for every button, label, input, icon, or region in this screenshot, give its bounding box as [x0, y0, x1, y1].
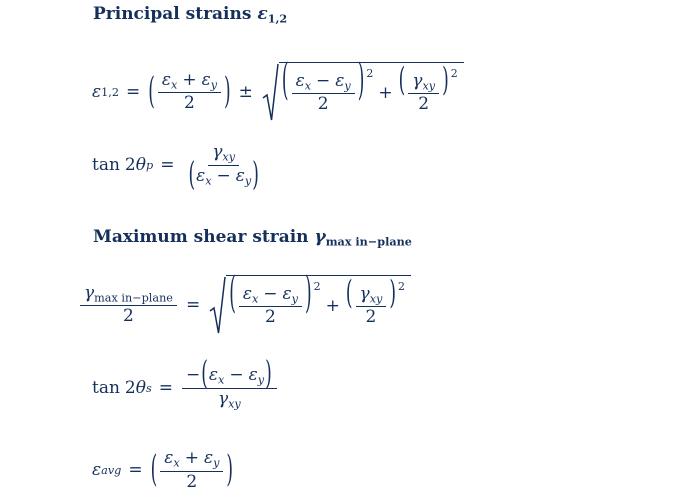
epsilon-symbol: ε	[208, 365, 219, 385]
exponent-two: 2	[313, 279, 321, 293]
subscript-max-in-plane: max in−plane	[94, 291, 173, 305]
subscript-y: y	[291, 292, 298, 306]
open-paren: (	[148, 70, 155, 114]
fraction-denominator: 2	[265, 307, 276, 328]
open-paren: (	[188, 156, 196, 195]
epsilon-subscript-12: 1,2	[101, 85, 119, 99]
radical-body	[279, 55, 464, 122]
open-paren: (	[281, 55, 289, 107]
plus-sign: +	[184, 448, 199, 468]
close-paren: )	[357, 55, 365, 107]
minus-sign: −	[229, 365, 244, 385]
equals-sign: =	[125, 82, 141, 102]
tan-label: tan	[92, 378, 120, 399]
equation-average-strain	[92, 448, 234, 493]
fraction-difference-over-two	[239, 284, 302, 329]
equals-sign: =	[185, 295, 201, 315]
squared-term-1	[281, 55, 374, 116]
close-paren: )	[389, 274, 397, 313]
close-paren: )	[442, 61, 449, 100]
fraction-numerator	[408, 71, 439, 95]
subscript-xy: xy	[222, 150, 236, 164]
two-label: 2	[124, 155, 136, 176]
plus-sign: +	[378, 83, 393, 103]
fraction-numerator	[160, 448, 223, 472]
subscript-x: x	[205, 174, 212, 188]
close-paren: )	[224, 70, 231, 114]
heading-max-shear-strain-text: Maximum shear strain	[93, 227, 309, 247]
exponent-two: 2	[450, 66, 458, 80]
plus-sign: +	[182, 69, 197, 90]
gamma-symbol: γ	[412, 70, 423, 91]
square-root	[262, 55, 464, 122]
fraction-denominator: 2	[418, 94, 430, 115]
heading-principal-strains-subscript: 1,2	[267, 11, 288, 26]
subscript-y: y	[344, 79, 351, 93]
subscript-y: y	[213, 456, 220, 470]
epsilon-symbol: ε	[92, 460, 102, 481]
epsilon-symbol: ε	[235, 165, 245, 186]
radical-body	[226, 268, 411, 335]
subscript-p: p	[146, 158, 154, 172]
open-paren: (	[398, 61, 406, 100]
open-paren: (	[345, 274, 353, 313]
subscript-y: y	[210, 78, 218, 92]
subscript-xy: xy	[422, 79, 436, 93]
minus-sign: −	[316, 70, 331, 91]
epsilon-symbol: ε	[164, 448, 174, 468]
fraction-denominator: 2	[365, 307, 377, 328]
theta-symbol: θ	[135, 378, 146, 399]
square-root	[209, 268, 411, 335]
epsilon-symbol: ε	[295, 70, 305, 91]
subscript-avg: avg	[101, 463, 122, 477]
squared-term-2	[345, 274, 406, 329]
close-paren: )	[265, 355, 272, 394]
plus-minus-sign: ±	[238, 82, 253, 102]
fraction-numerator	[208, 142, 239, 166]
two-label: 2	[124, 378, 136, 399]
close-paren: )	[226, 448, 234, 492]
equals-sign: =	[160, 155, 175, 176]
subscript-y: y	[244, 174, 252, 188]
fraction-denominator: 2	[186, 471, 198, 492]
fraction-gamma-over-two	[356, 284, 387, 329]
equation-max-shear-strain	[78, 268, 411, 335]
fraction-negdifference-over-gamma	[182, 355, 277, 411]
open-paren: (	[150, 448, 158, 492]
fraction-denominator	[214, 389, 245, 412]
fraction-sum-over-two	[160, 448, 223, 493]
epsilon-symbol: ε	[282, 283, 292, 304]
epsilon-symbol: ε	[335, 70, 345, 91]
squared-term-2	[398, 61, 458, 116]
gamma-symbol: γ	[217, 388, 229, 409]
epsilon-symbol: ε	[248, 365, 258, 385]
tan-label: tan	[92, 155, 120, 176]
open-paren: (	[201, 355, 208, 394]
radical-sign-icon	[209, 275, 226, 335]
fraction-numerator	[292, 71, 355, 95]
minus-sign: −	[263, 283, 278, 304]
minus-sign: −	[186, 365, 201, 385]
subscript-x: x	[170, 78, 178, 92]
epsilon-symbol: ε	[161, 69, 171, 90]
fraction-numerator	[158, 70, 221, 94]
close-paren: )	[252, 156, 259, 195]
exponent-two: 2	[398, 279, 406, 293]
subscript-x: x	[251, 292, 259, 306]
equals-sign: =	[128, 460, 143, 481]
fraction-gamma-over-two	[408, 71, 439, 116]
heading-max-shear-strain	[93, 227, 412, 249]
exponent-two: 2	[366, 66, 374, 80]
minus-sign: −	[216, 165, 231, 186]
fraction-difference-over-two	[292, 71, 355, 116]
subscript-x: x	[218, 373, 225, 387]
fraction-gamma-over-difference	[183, 142, 263, 195]
radical-sign-icon	[262, 62, 279, 122]
gamma-symbol: γ	[212, 142, 223, 162]
heading-max-shear-strain-symbol: γ	[314, 227, 326, 247]
fraction-numerator	[182, 355, 277, 394]
heading-principal-strains	[93, 4, 287, 26]
gamma-symbol: γ	[359, 283, 370, 304]
fraction-denominator: 2	[184, 93, 195, 114]
fraction-sum-over-two	[158, 70, 221, 115]
subscript-s: s	[146, 381, 152, 395]
subscript-xy: xy	[369, 292, 383, 306]
heading-principal-strains-text: Principal strains	[93, 4, 252, 24]
fraction-numerator	[80, 283, 177, 307]
equation-principal-strains	[92, 55, 464, 122]
squared-term-1	[228, 268, 321, 329]
fraction-numerator	[239, 284, 302, 308]
heading-principal-strains-symbol: ε	[257, 4, 268, 24]
equals-sign: =	[158, 378, 174, 399]
subscript-y: y	[257, 373, 265, 387]
fraction-numerator	[356, 284, 387, 308]
heading-max-shear-strain-subscript: max in−plane	[325, 234, 412, 249]
gamma-symbol: γ	[84, 282, 95, 303]
equation-tan-2-theta-p	[92, 142, 266, 195]
plus-sign: +	[325, 296, 340, 316]
subscript-x: x	[173, 456, 180, 470]
epsilon-symbol: ε	[242, 283, 252, 304]
fraction-denominator: 2	[123, 306, 134, 327]
fraction-denominator: 2	[317, 94, 329, 115]
open-paren: (	[229, 268, 236, 320]
theta-symbol: θ	[135, 155, 146, 176]
equation-tan-2-theta-s	[92, 355, 279, 411]
epsilon-symbol: ε	[201, 69, 211, 90]
epsilon-symbol: ε	[92, 82, 102, 102]
subscript-xy: xy	[228, 397, 241, 411]
fraction-gammamax-over-two	[80, 283, 177, 328]
close-paren: )	[305, 268, 312, 320]
epsilon-symbol: ε	[196, 165, 206, 186]
subscript-x: x	[304, 79, 312, 93]
epsilon-symbol: ε	[203, 448, 214, 468]
